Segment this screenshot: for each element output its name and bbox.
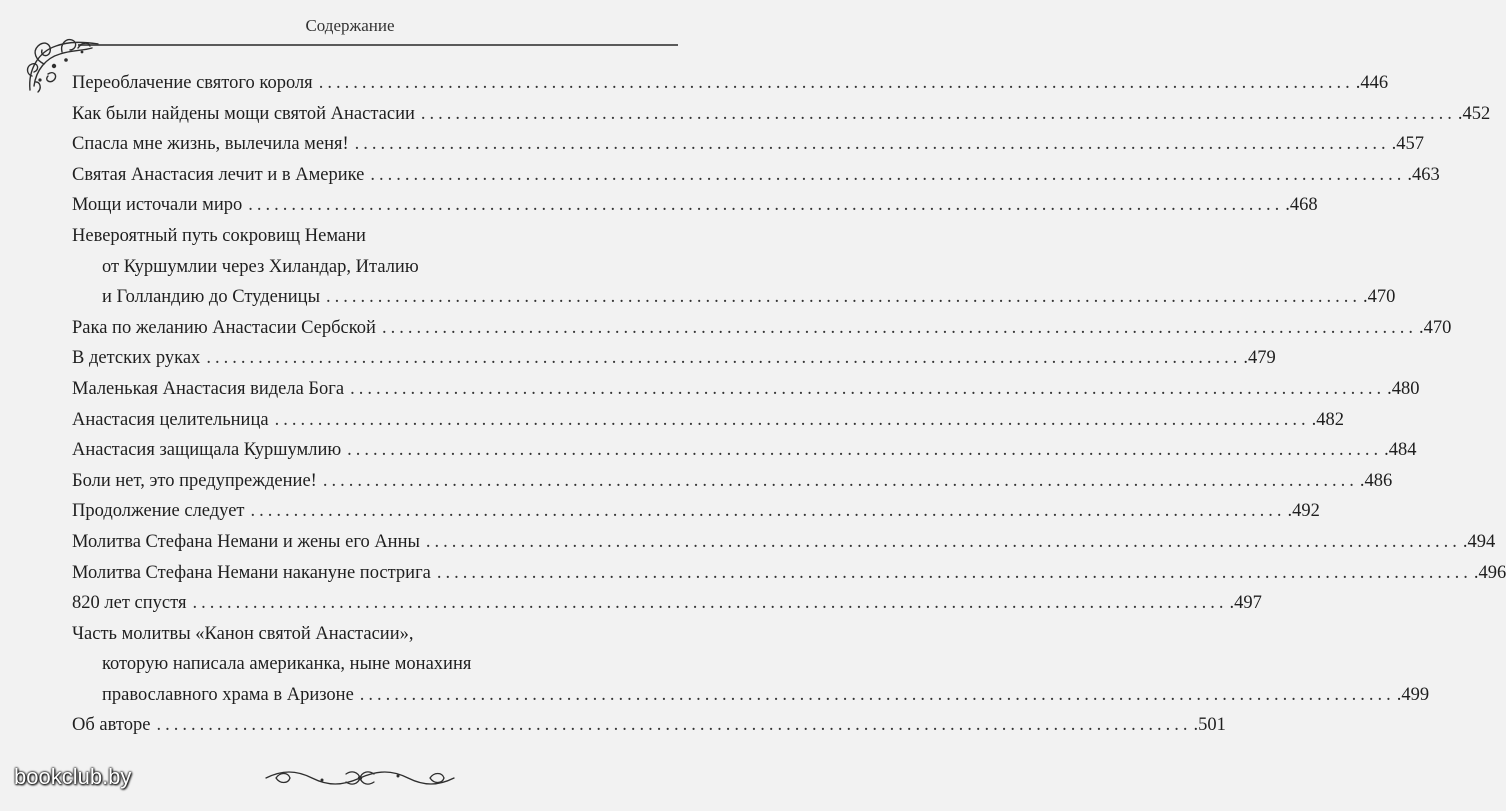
toc-leader-dots: ........................................................................................................................: [347, 440, 1383, 461]
toc-page-number: .468: [1285, 195, 1318, 216]
toc-entry: [72, 405, 1344, 436]
toc-leader-dots: ........................................................................................................................: [436, 562, 1472, 583]
toc-page-number: .470: [1363, 287, 1396, 308]
toc-leader-dots: ........................................................................................................................: [248, 195, 1284, 216]
toc-entry: [72, 558, 1506, 589]
toc-entry-line: [72, 252, 678, 283]
toc-entry-title: Молитва Стефана Немани накануне пострига: [72, 562, 431, 583]
toc-entry-title: Рака по желанию Анастасии Сербской: [72, 317, 376, 338]
toc-entry-title: Часть молитвы «Канон святой Анастасии»,: [72, 623, 414, 644]
toc-entry-line: [72, 710, 1226, 741]
toc-page-number: .452: [1457, 103, 1491, 124]
toc-entry-line: [72, 619, 678, 650]
toc-leader-dots: ........................................................................................................................: [250, 501, 1286, 522]
floral-divider-ornament-icon: [262, 766, 458, 790]
toc-page-number: .497: [1229, 593, 1262, 614]
toc-entry: [72, 619, 1430, 711]
toc-leader-dots: ........................................................................................................................: [359, 684, 1395, 705]
toc-page-number: .492: [1287, 501, 1320, 522]
toc-entry-title: В детских руках: [72, 348, 201, 369]
toc-entry-line: [72, 221, 678, 252]
toc-entry-title: Продолжение следует: [72, 501, 245, 522]
toc-entry-title: Анастасия защищала Куршумлию: [72, 440, 342, 461]
toc-entry-line: [72, 496, 1320, 527]
toc-entry-title: Анастасия целительница: [72, 409, 269, 430]
toc-entry-line: [72, 160, 1440, 191]
toc-page-number: .484: [1384, 440, 1417, 461]
toc-entry: [72, 527, 1496, 558]
toc-page-number: .480: [1387, 378, 1420, 399]
page-title: Содержание: [305, 16, 395, 35]
toc-leader-dots: ........................................................................................................................: [420, 103, 1456, 124]
toc-page-number: .457: [1391, 134, 1425, 155]
toc-leader-dots: ........................................................................................................................: [156, 715, 1192, 736]
toc-entry-title: Молитва Стефана Немани и жены его Анны: [72, 531, 420, 552]
toc-entry-title: Маленькая Анастасия видела Бога: [72, 378, 345, 399]
watermark-text: bookclub.by: [14, 764, 132, 789]
toc-entry-line: [72, 190, 1318, 221]
toc-entry-line: [72, 466, 1393, 497]
toc-entry-title: и Голландию до Студеницы: [102, 287, 320, 308]
table-of-contents: [72, 68, 1506, 741]
toc-entry-title: 820 лет спустя: [72, 593, 187, 614]
toc-entry: [72, 160, 1440, 191]
toc-leader-dots: ........................................................................................................................: [318, 73, 1354, 93]
toc-entry-title: Спасла мне жизнь, вылечила меня!: [72, 134, 349, 155]
toc-entry: [72, 435, 1417, 466]
toc-entry-line: [72, 649, 678, 680]
toc-entry: [72, 68, 1389, 99]
toc-entry-line: [72, 343, 1276, 374]
toc-page-number: .446: [1355, 73, 1389, 93]
toc-leader-dots: ........................................................................................................................: [206, 348, 1242, 369]
toc-entry-line: [72, 558, 1506, 589]
toc-entry: [72, 313, 1452, 344]
toc-leader-dots: ........................................................................................................................: [322, 470, 1358, 491]
toc-entry-title: Боли нет, это предупреждение!: [72, 470, 317, 491]
toc-entry-title: от Куршумлии через Хиландар, Италию: [102, 256, 419, 277]
toc-entry-line: [72, 374, 1420, 405]
toc-entry: [72, 374, 1420, 405]
toc-entry-line: [72, 588, 1262, 619]
toc-entry-line: [72, 129, 1425, 160]
toc-entry-line: [72, 99, 1491, 130]
toc-entry-title: православного храма в Аризоне: [102, 684, 354, 705]
toc-entry-title: Невероятный путь сокровищ Немани: [72, 225, 366, 246]
toc-leader-dots: ........................................................................................................................: [274, 409, 1310, 430]
toc-page-number: .499: [1396, 684, 1430, 705]
toc-leader-dots: ........................................................................................................................: [381, 317, 1417, 338]
toc-entry: [72, 221, 1396, 313]
toc-leader-dots: ........................................................................................................................: [192, 593, 1228, 614]
toc-page-number: .496: [1473, 562, 1506, 583]
toc-entry-line: [72, 405, 1344, 436]
toc-entry: [72, 343, 1276, 374]
toc-page-number: .470: [1418, 317, 1452, 338]
toc-page-number: .479: [1243, 348, 1276, 369]
toc-page-number: .482: [1311, 409, 1344, 430]
toc-page-number: .463: [1407, 164, 1440, 185]
toc-entry-line: [72, 527, 1496, 558]
toc-entry-line: [72, 282, 1396, 313]
toc-entry-title: Мощи источали миро: [72, 195, 243, 216]
toc-entry: [72, 129, 1425, 160]
toc-entry-title: Переоблачение святого короля: [72, 73, 313, 93]
toc-leader-dots: ........................................................................................................................: [370, 164, 1406, 185]
toc-entry-title: Святая Анастасия лечит и в Америке: [72, 164, 365, 185]
toc-leader-dots: ........................................................................................................................: [350, 378, 1386, 399]
toc-page-number: .486: [1359, 470, 1393, 491]
toc-entry-title: Об авторе: [72, 715, 151, 736]
toc-entry-line: [72, 68, 1389, 99]
toc-entry: [72, 710, 1226, 741]
toc-entry: [72, 190, 1318, 221]
toc-entry-title: которую написала американка, ныне монахиня: [102, 654, 472, 675]
toc-leader-dots: ........................................................................................................................: [326, 287, 1361, 308]
toc-entry: [72, 466, 1393, 497]
toc-entry: [72, 588, 1262, 619]
toc-entry-title: Как были найдены мощи святой Анастасии: [72, 103, 415, 124]
toc-entry-line: [72, 435, 1417, 466]
toc-page-number: .494: [1462, 531, 1496, 552]
toc-entry: [72, 99, 1491, 130]
toc-entry: [72, 496, 1320, 527]
toc-entry-line: [72, 680, 1430, 711]
toc-leader-dots: ........................................................................................................................: [354, 134, 1390, 155]
toc-page-number: .501: [1193, 715, 1226, 736]
header-divider: [78, 44, 678, 46]
toc-entry-line: [72, 313, 1452, 344]
toc-leader-dots: ........................................................................................................................: [425, 531, 1461, 552]
